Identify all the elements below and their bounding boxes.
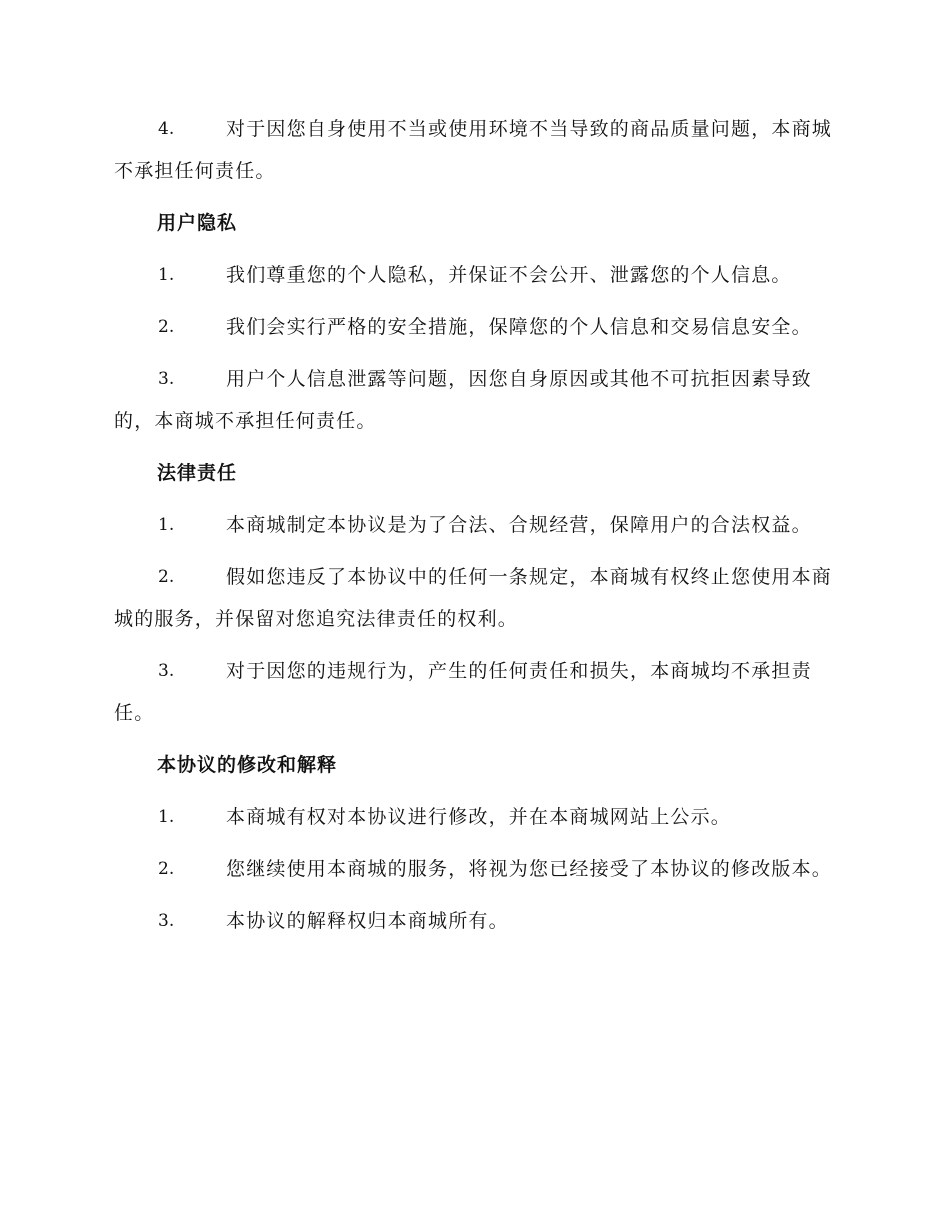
item-number: 1. xyxy=(158,807,175,827)
item-text: 本协议的解释权归本商城所有。 xyxy=(226,910,509,932)
item-text: 我们会实行严格的安全措施，保障您的个人信息和交易信息安全。 xyxy=(226,316,812,338)
item-number: 3. xyxy=(158,911,175,931)
item-text: 对于因您的违规行为，产生的任何责任和损失，本商城均不承担责任。 xyxy=(114,660,812,724)
document-body xyxy=(114,108,836,952)
list-item xyxy=(114,358,836,442)
list-item xyxy=(114,504,836,546)
list-item xyxy=(114,108,836,192)
item-text: 我们尊重您的个人隐私，并保证不会公开、泄露您的个人信息。 xyxy=(226,264,792,286)
item-text: 假如您违反了本协议中的任何一条规定，本商城有权终止您使用本商城的服务，并保留对您追究法律责任的权利。 xyxy=(114,566,833,630)
list-item xyxy=(114,254,836,296)
list-item xyxy=(114,556,836,640)
item-number: 1. xyxy=(158,515,175,535)
list-item xyxy=(114,306,836,348)
item-text: 您继续使用本商城的服务，将视为您已经接受了本协议的修改版本。 xyxy=(226,858,833,880)
item-text: 用户个人信息泄露等问题，因您自身原因或其他不可抗拒因素导致的，本商城不承担任何责任。 xyxy=(114,368,812,432)
item-number: 2. xyxy=(158,317,175,337)
list-item xyxy=(114,848,836,890)
list-item xyxy=(114,650,836,734)
item-text: 本商城有权对本协议进行修改，并在本商城网站上公示。 xyxy=(226,806,732,828)
item-text: 对于因您自身使用不当或使用环境不当导致的商品质量问题，本商城不承担任何责任。 xyxy=(114,118,833,182)
section-heading-amendment: 本协议的修改和解释 xyxy=(157,754,338,776)
item-number: 3. xyxy=(158,661,175,681)
item-number: 1. xyxy=(158,265,175,285)
section-heading-legal-liability: 法律责任 xyxy=(157,462,238,484)
item-number: 3. xyxy=(158,369,175,389)
list-item xyxy=(114,796,836,838)
item-number: 4. xyxy=(158,119,175,139)
list-item xyxy=(114,900,836,942)
item-text: 本商城制定本协议是为了合法、合规经营，保障用户的合法权益。 xyxy=(226,514,812,536)
item-number: 2. xyxy=(158,567,175,587)
item-number: 2. xyxy=(158,859,175,879)
section-heading-privacy: 用户隐私 xyxy=(157,212,238,234)
